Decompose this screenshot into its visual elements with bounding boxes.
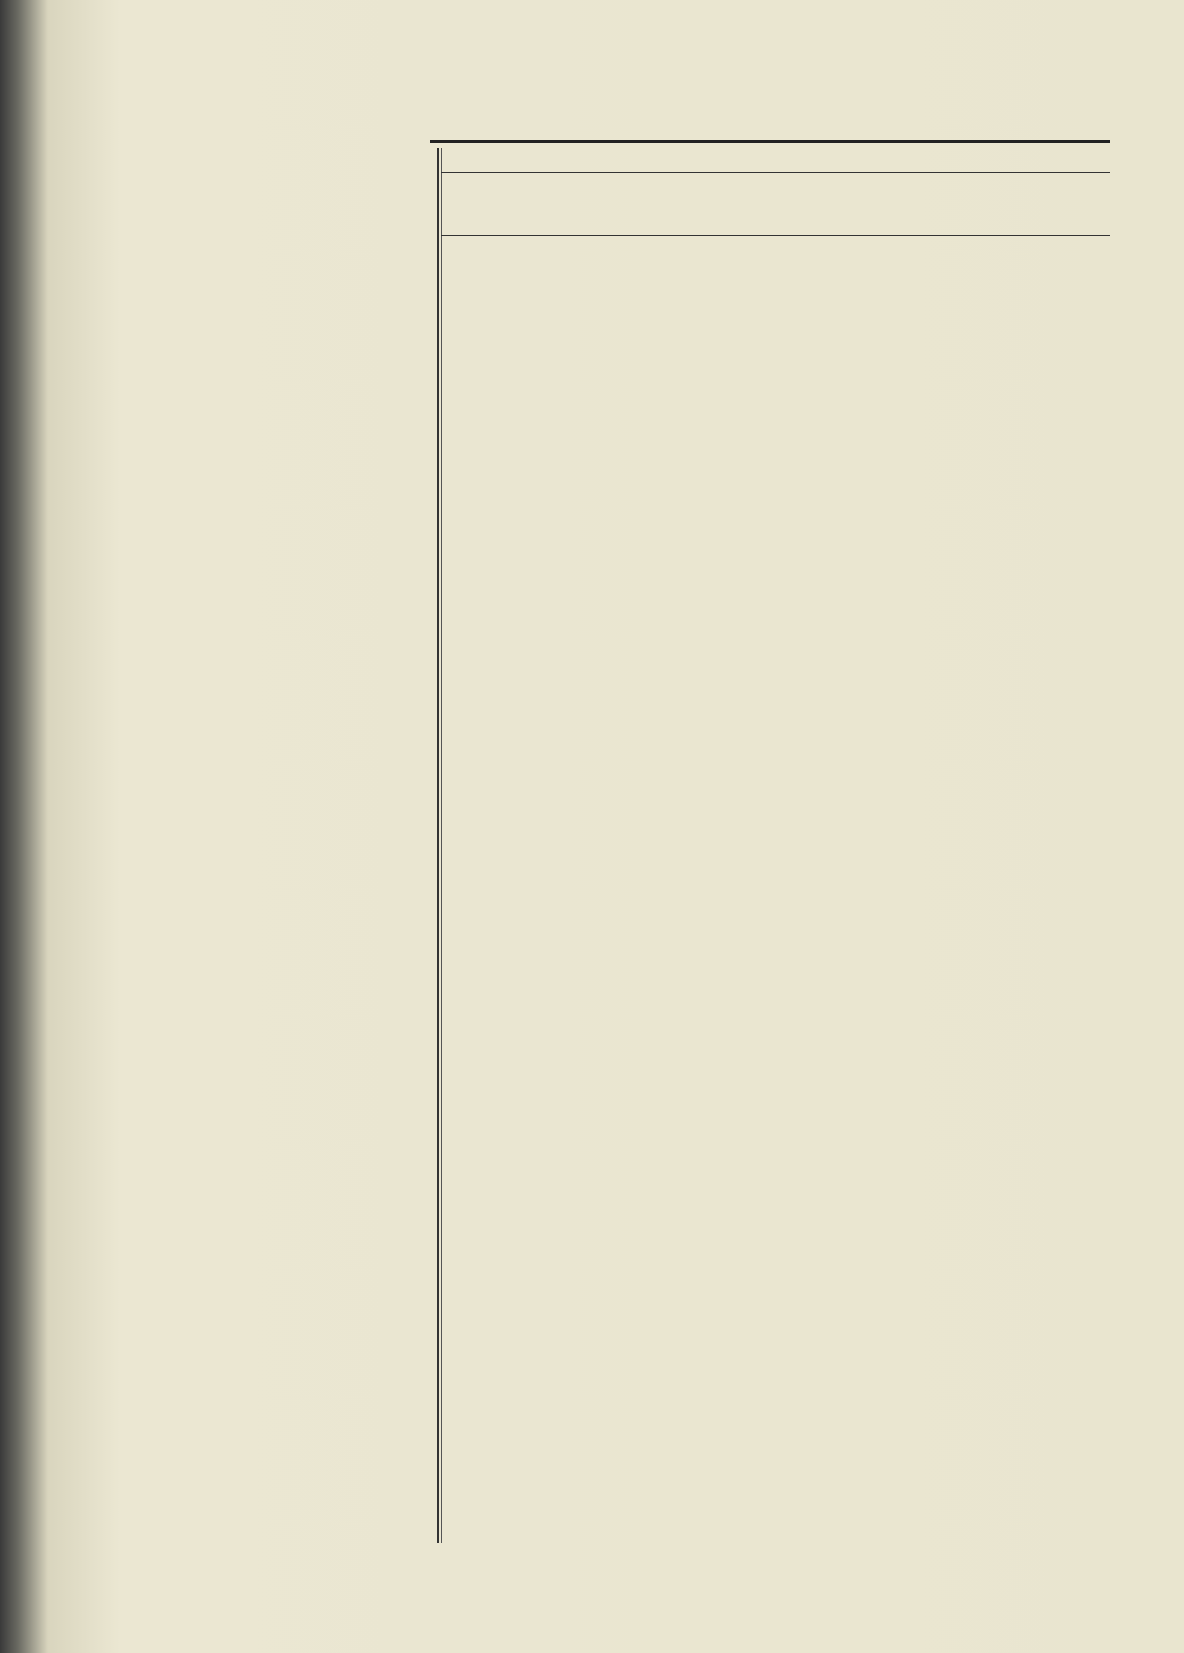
header-rule <box>441 172 1110 173</box>
label-column-separator-inner <box>441 148 442 1543</box>
label-column-separator <box>437 148 439 1543</box>
top-rule <box>430 140 1110 143</box>
header-bottom-rule <box>441 235 1110 236</box>
